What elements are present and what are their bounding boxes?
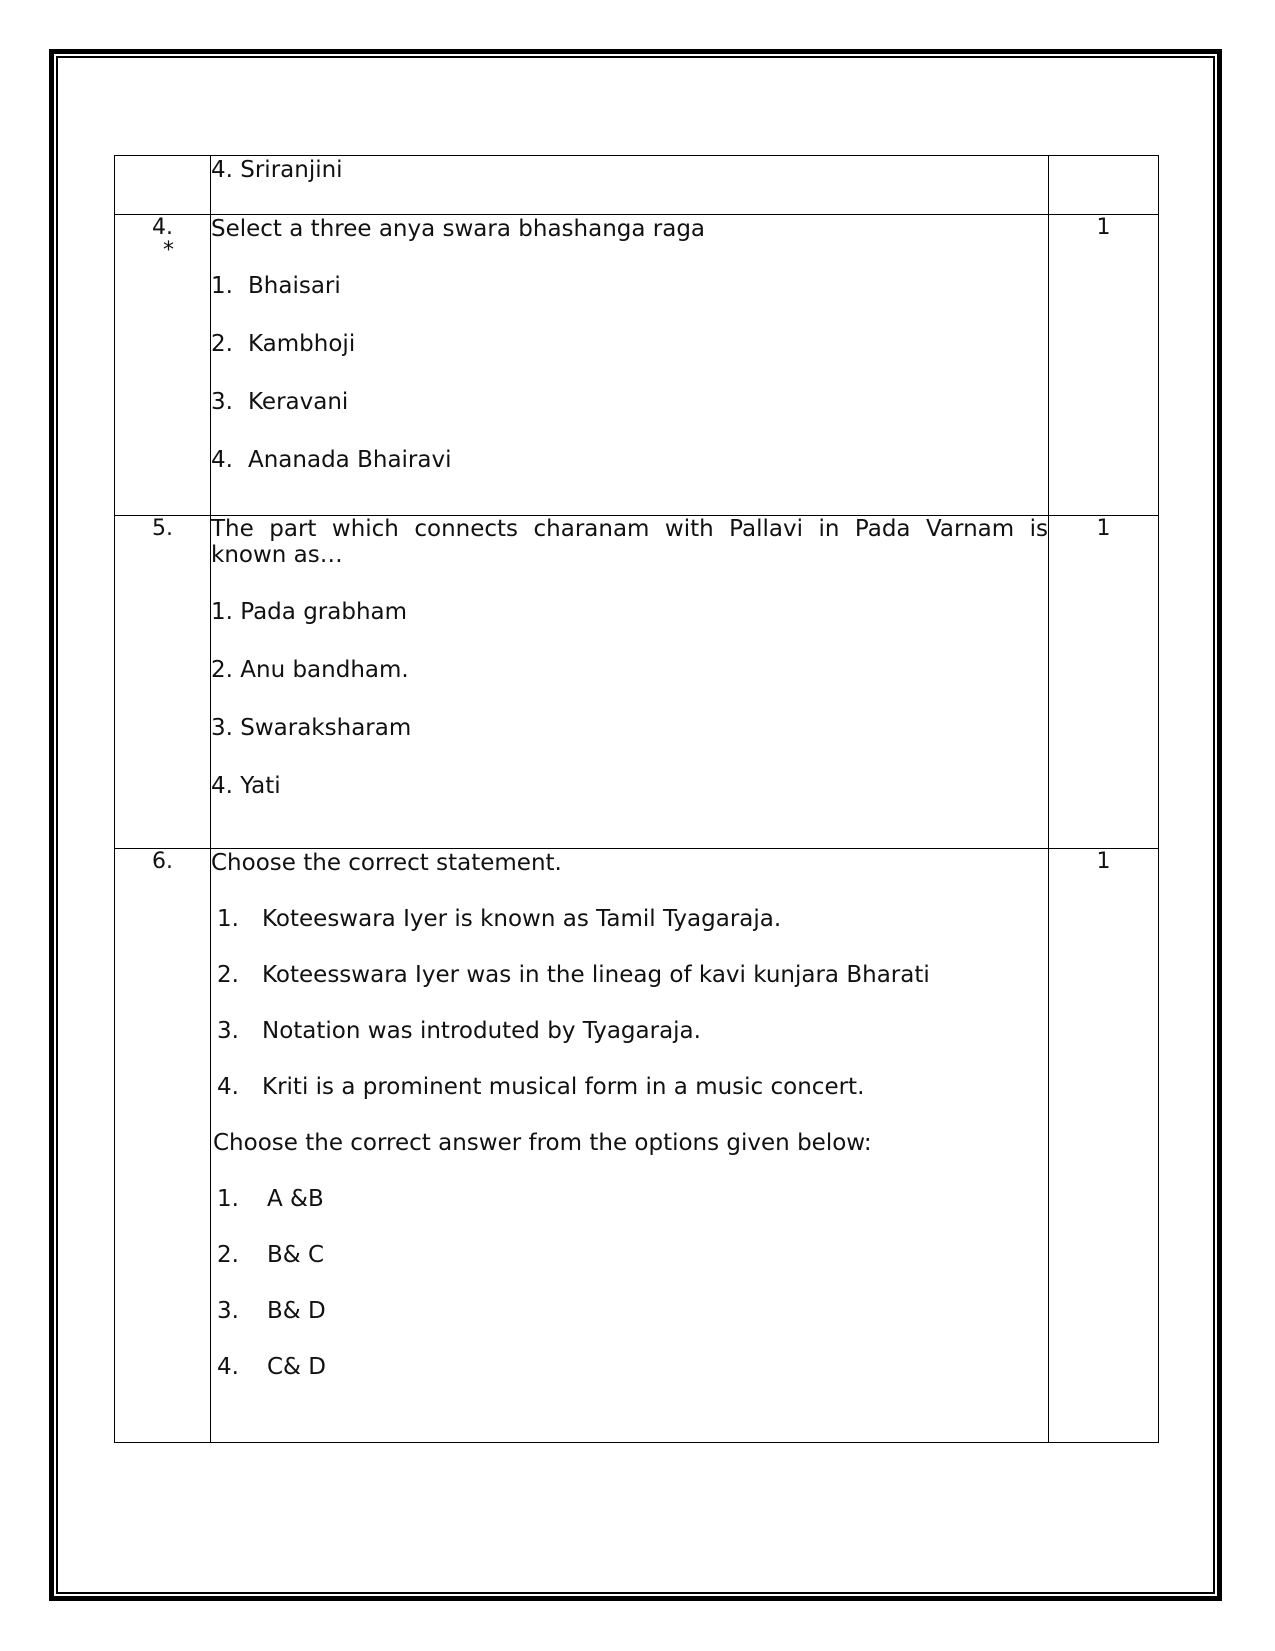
question-body-cell <box>211 215 1049 516</box>
option-item: 2. Kambhoji <box>211 331 356 357</box>
marks-cell: 1 <box>1049 849 1159 1443</box>
question-number-cell <box>115 516 211 849</box>
question-text: Choose the correct statement. <box>211 850 562 876</box>
option-item: 3. Keravani <box>211 389 349 415</box>
table-row-question-4 <box>115 215 1159 516</box>
table-row-continuation <box>115 156 1159 215</box>
option-item: 1. Pada grabham <box>211 599 408 625</box>
option-item: 3. Swaraksharam <box>211 715 412 741</box>
marks-cell <box>1049 156 1159 215</box>
statement-item: 4. Kriti is a prominent musical form in a music concert. <box>217 1074 865 1100</box>
option-item: 4. Yati <box>211 773 281 799</box>
table-row-question-6 <box>115 849 1159 1443</box>
answer-option: 2. B& C <box>217 1242 325 1268</box>
question-body-cell <box>211 156 1049 215</box>
answer-option: 1. A &B <box>217 1186 324 1212</box>
question-number-cell <box>115 849 211 1443</box>
statement-item: 1. Koteeswara Iyer is known as Tamil Tyagaraja. <box>217 906 782 932</box>
marks-cell: 1 <box>1049 516 1159 849</box>
question-text: The part which connects charanam with Pallavi in Pada Varnam is known as… <box>211 516 1048 568</box>
question-number-cell <box>115 215 211 516</box>
marks-cell: 1 <box>1049 215 1159 516</box>
question-number: 4. <box>152 215 173 240</box>
answer-option: 3. B& D <box>217 1298 326 1324</box>
answer-option: 4. C& D <box>217 1354 327 1380</box>
table-row-question-5 <box>115 516 1159 849</box>
option-text: 4. Sriranjini <box>211 157 343 183</box>
question-text: Select a three anya swara bhashanga raga <box>211 216 706 242</box>
instruction-text: Choose the correct answer from the options given below: <box>213 1130 872 1156</box>
asterisk-marker: * <box>163 238 174 263</box>
question-number-cell <box>115 156 211 215</box>
question-table <box>114 155 1159 1443</box>
statement-item: 2. Koteesswara Iyer was in the lineag of kavi kunjara Bharati <box>217 962 930 988</box>
question-number: 6. <box>152 849 173 874</box>
question-body-cell <box>211 516 1049 849</box>
option-item: 4. Ananada Bhairavi <box>211 447 452 473</box>
question-body-cell <box>211 849 1049 1443</box>
option-item: 2. Anu bandham. <box>211 657 409 683</box>
statement-item: 3. Notation was introduted by Tyagaraja. <box>217 1018 701 1044</box>
option-item: 1. Bhaisari <box>211 273 341 299</box>
question-number: 5. <box>152 516 173 541</box>
